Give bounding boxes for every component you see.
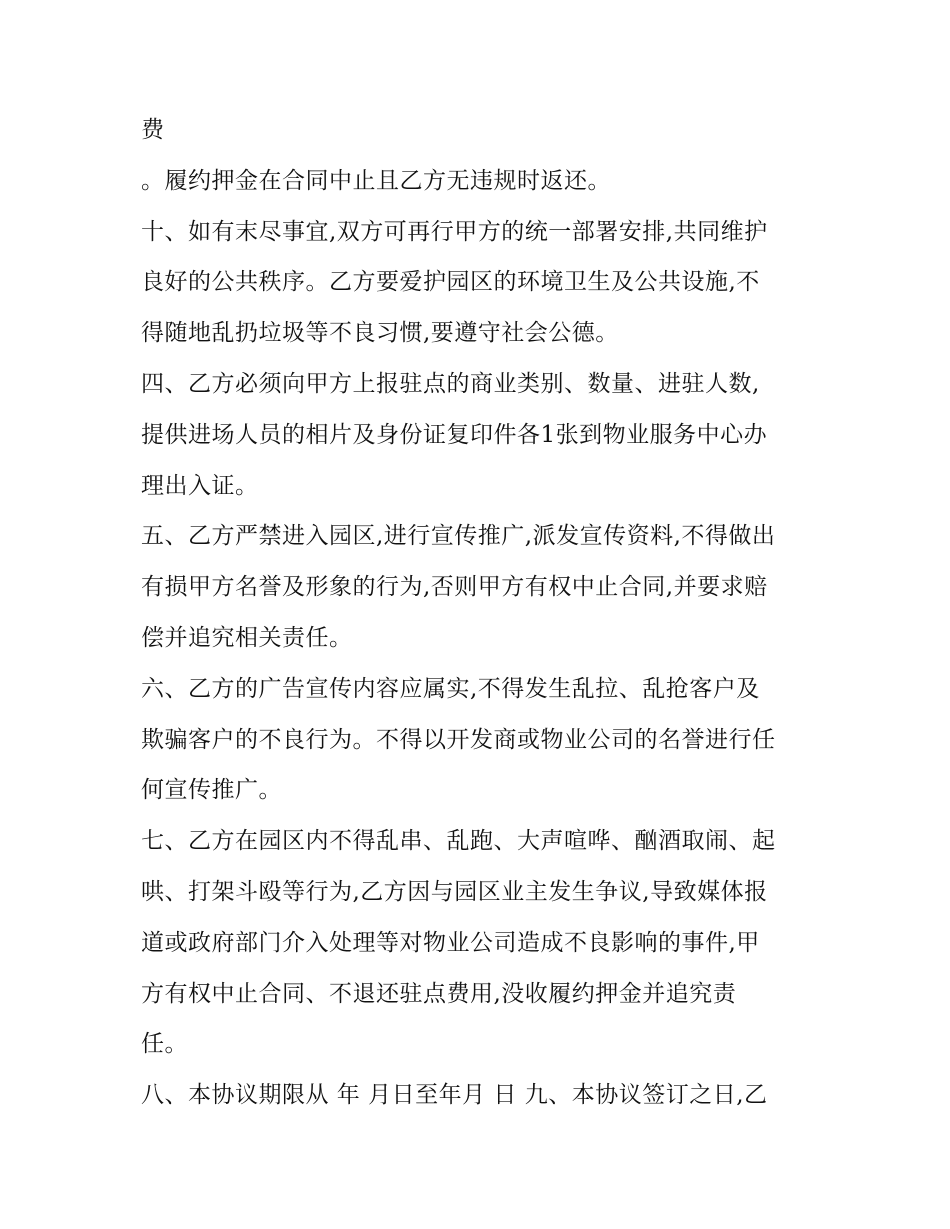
clause-four-line-1: 四、乙方必须向甲方上报驻点的商业类别、数量、进驻人数,: [141, 370, 760, 397]
clause-seven-line-3: 道或政府部门介入处理等对物业公司造成不良影响的事件,甲: [141, 929, 760, 956]
clause-six-line-3: 何宣传推广。: [141, 777, 282, 804]
clause-six-line-2: 欺骗客户的不良行为。不得以开发商或物业公司的名誉进行任: [141, 726, 776, 753]
clause-ten-line-3: 得随地乱扔垃圾等不良习惯,要遵守社会公德。: [141, 320, 619, 347]
clause-six-line-1: 六、乙方的广告宣传内容应属实,不得发生乱拉、乱抢客户及: [141, 675, 760, 702]
clause-four-line-3: 理出入证。: [141, 472, 259, 499]
clause-five-line-1: 五、乙方严禁进入园区,进行宣传推广,派发宣传资料,不得做出: [141, 523, 776, 550]
clause-seven-line-2: 哄、打架斗殴等行为,乙方因与园区业主发生争议,导致媒体报: [141, 878, 768, 905]
clause-five-line-3: 偿并追究相关责任。: [141, 624, 353, 651]
clause-four-line-2: 提供进场人员的相片及身份证复印件各1张到物业服务中心办: [141, 421, 768, 448]
clause-seven-line-1: 七、乙方在园区内不得乱串、乱跑、大声喧哗、酗酒取闹、起: [141, 828, 776, 855]
clause-seven-line-4: 方有权中止合同、不退还驻点费用,没收履约押金并追究责: [141, 980, 737, 1007]
clause-ten-line-2: 良好的公共秩序。乙方要爱护园区的环境卫生及公共设施,不: [141, 269, 760, 296]
contract-text-block: [141, 105, 821, 1121]
clause-eight-nine-line: 八、本协议期限从 年 月日至年月 日 九、本协议签订之日,乙: [141, 1082, 768, 1109]
text-line-2: 。履约押金在合同中止且乙方无违规时返还。: [141, 167, 611, 194]
clause-ten-line-1: 十、如有末尽事宜,双方可再行甲方的统一部署安排,共同维护: [141, 218, 768, 245]
text-line-1: 费: [141, 117, 165, 143]
clause-five-line-2: 有损甲方名誉及形象的行为,否则甲方有权中止合同,并要求赔: [141, 574, 768, 601]
clause-seven-line-5: 任。: [141, 1031, 188, 1058]
